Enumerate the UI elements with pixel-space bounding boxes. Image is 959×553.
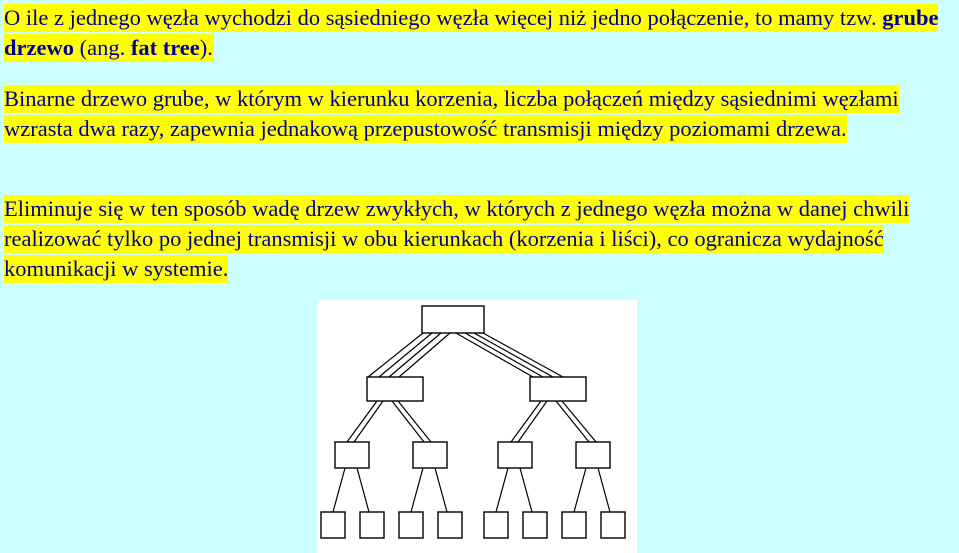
level2-leaf-links (333, 468, 610, 512)
root-left-links (368, 333, 450, 377)
leaf-node-3 (399, 512, 423, 538)
paragraph-advantage (4, 194, 954, 284)
level1-left-links (347, 401, 431, 442)
level2-node-4 (576, 442, 610, 468)
leaf-node-6 (523, 512, 547, 538)
level1-node-right (530, 377, 586, 401)
fat-tree-diagram (317, 300, 637, 553)
level2-node-2 (413, 442, 447, 468)
paragraph-3-text: Eliminuje się w ten sposób wadę drzew zwykłych, w których z jednego węzła można w danej chwili realizować tylko po jednej transmisji w obu kierunkach (korzenia i liści), co ogranicza wydajność komunikacji w systemie. (4, 196, 910, 281)
leaf-node-4 (438, 512, 462, 538)
paragraph-1-text-b: (ang. (73, 35, 131, 60)
leaf-node-1 (321, 512, 345, 538)
term-grube-drzewo: grube drzewo (4, 5, 939, 60)
level2-node-3 (498, 442, 532, 468)
leaf-node-7 (562, 512, 586, 538)
root-node (422, 306, 484, 333)
paragraph-binary-fat-tree (4, 84, 954, 144)
level1-node-left (367, 377, 423, 401)
fat-tree-svg (317, 300, 637, 553)
paragraph-1-text-a: O ile z jednego węzła wychodzi do sąsiedniego węzła więcej niż jedno połączenie, to mamy tzw. (4, 5, 883, 30)
leaf-node-5 (484, 512, 508, 538)
root-right-links (456, 333, 563, 377)
leaf-node-8 (601, 512, 625, 538)
level1-right-links (511, 401, 596, 442)
term-fat-tree: fat tree (130, 35, 200, 60)
paragraph-fat-tree-definition (4, 3, 949, 63)
leaf-node-2 (360, 512, 384, 538)
paragraph-2-text: Binarne drzewo grube, w którym w kierunku korzenia, liczba połączeń między sąsiednimi węzłami wzrasta dwa razy, zapewnia jednakową przepustowość transmisji między poziomami drzewa. (4, 86, 899, 141)
paragraph-1-text-c: ). (199, 35, 213, 60)
level2-node-1 (335, 442, 369, 468)
